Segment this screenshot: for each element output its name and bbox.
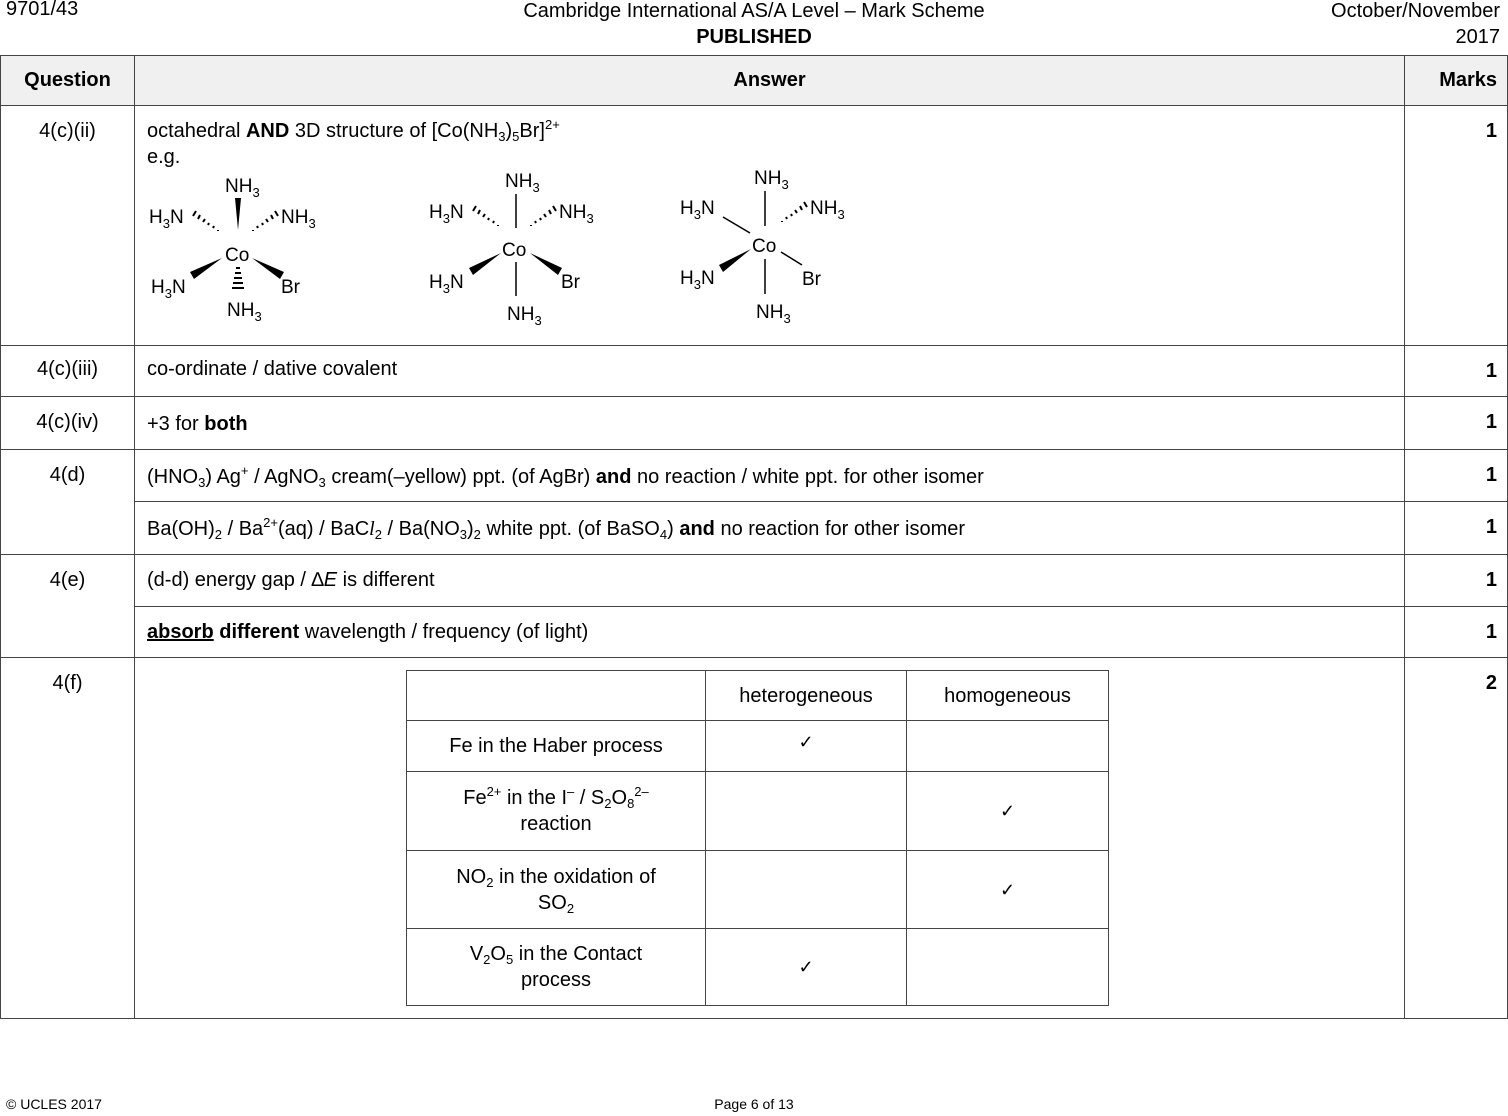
copyright-notice: © UCLES 2017 [6,1096,102,1112]
table-row [1,658,1508,1019]
answer-cell: $Ba(OH)_2 / Ba^{2+}(aq)$ / BaCl$_2$ / $Ba(NO_3)_2$ white ppt. (of BaSO$_4$) and no reaction for other isomer [135,502,1405,555]
svg-text:H3N: $H_3N$ [429,272,464,296]
session-month: October/November [1331,0,1500,22]
table-row [1,397,1508,450]
table-header-row [1,56,1508,106]
empty-cell [907,721,1109,772]
svg-text:NH3: $NH_3$ [507,304,542,328]
catalyst-label: $Fe^{2+}$ in the $I^- / S_2O_8^{2-}$ reaction [407,772,706,851]
svg-text:H3N: $H_3N$ [151,277,186,301]
document-header [0,0,1508,50]
svg-text:Co: Co [502,240,527,261]
check-icon: ✓ [907,851,1109,929]
svg-text:NH3: $NH_3$ [281,207,316,231]
catalyst-header-heterogeneous: heterogeneous [706,671,907,721]
answer-cell [135,106,1405,346]
answer-text: octahedral AND 3D structure of $[Co(NH_3)_5Br]^{2+}$ [147,117,560,144]
marks-value: 1 [1405,502,1508,555]
catalyst-row [407,721,1109,772]
paper-code: 9701/43 [6,0,79,20]
answer-cell [135,658,1405,1019]
svg-text:NH3: $NH_3$ [754,170,789,192]
document-title: Cambridge International AS/A Level – Mark Scheme [523,0,985,22]
example-label: e.g. [147,146,181,168]
question-number: 4(f) [1,658,135,1019]
empty-cell [706,772,907,851]
catalyst-label: Fe in the Haber process [407,721,706,772]
check-icon: ✓ [706,721,907,772]
svg-text:H3N: $H_3N$ [680,268,715,292]
svg-text:NH3: $NH_3$ [559,202,594,226]
svg-text:H3N: $H_3N$ [680,198,715,222]
question-number: 4(c)(iv) [1,397,135,450]
marks-value: 1 [1405,397,1508,450]
svg-text:H3N: $H_3N$ [149,207,184,231]
catalyst-label: $NO_2$ in the oxidation of $SO_2$ [407,851,706,929]
question-number: 4(d) [1,450,135,555]
octahedral-structure-1 [147,170,337,335]
answer-cell: co-ordinate / dative covalent [135,346,1405,397]
empty-cell [907,929,1109,1006]
question-number: 4(e) [1,555,135,658]
catalyst-row [407,929,1109,1006]
svg-text:Br: Br [561,272,580,293]
table-row [1,607,1508,658]
marks-value: 1 [1405,607,1508,658]
marks-value: 1 [1405,106,1508,346]
catalyst-header-row [407,671,1109,721]
exam-session [1331,0,1500,50]
catalyst-label: $V_2O_5$ in the Contact process [407,929,706,1006]
table-row [1,502,1508,555]
svg-text:Br: Br [802,269,821,290]
check-icon: ✓ [706,929,907,1006]
svg-text:Br: Br [281,277,300,298]
answer-cell: $(HNO_3)$ Ag+ / AgNO$_3$ cream(–yellow) ppt. (of AgBr) and no reaction / white ppt. for other isomer [135,450,1405,502]
svg-text:NH3: $NH_3$ [227,300,262,324]
svg-text:Co: Co [752,236,777,257]
table-row [1,555,1508,607]
svg-text:NH3: $NH_3$ [505,171,540,195]
table-row [1,450,1508,502]
mark-scheme-table [0,55,1508,1019]
column-header-marks: Marks [1405,56,1508,106]
svg-text:NH3: $NH_3$ [756,302,791,326]
marks-value: 1 [1405,450,1508,502]
svg-text:NH3: $NH_3$ [810,198,845,222]
column-header-answer: Answer [135,56,1405,106]
svg-text:H3N: $H_3N$ [429,202,464,226]
answer-cell: absorb different wavelength / frequency (of light) [135,607,1405,658]
svg-text:NH3: $NH_3$ [225,176,260,200]
catalyst-type-table [406,670,1109,1006]
check-icon: ✓ [907,772,1109,851]
published-status: PUBLISHED [696,26,812,48]
empty-cell [706,851,907,929]
catalyst-row [407,772,1109,851]
question-number: 4(c)(iii) [1,346,135,397]
question-number: 4(c)(ii) [1,106,135,346]
structure-diagrams [147,170,1392,340]
answer-cell: +3 for both [135,397,1405,450]
column-header-question: Question [1,56,135,106]
catalyst-header-homogeneous: homogeneous [907,671,1109,721]
octahedral-structure-2 [425,170,615,335]
catalyst-row [407,851,1109,929]
octahedral-structure-3 [674,170,864,335]
svg-text:Co: Co [225,245,250,266]
table-row [1,346,1508,397]
session-year: 2017 [1455,26,1500,48]
marks-value: 2 [1405,658,1508,1019]
marks-value: 1 [1405,555,1508,607]
marks-value: 1 [1405,346,1508,397]
table-row [1,106,1508,346]
page-number: Page 6 of 13 [714,1096,794,1112]
answer-cell: (d-d) energy gap / ∆E is different [135,555,1405,607]
catalyst-header-blank [407,671,706,721]
